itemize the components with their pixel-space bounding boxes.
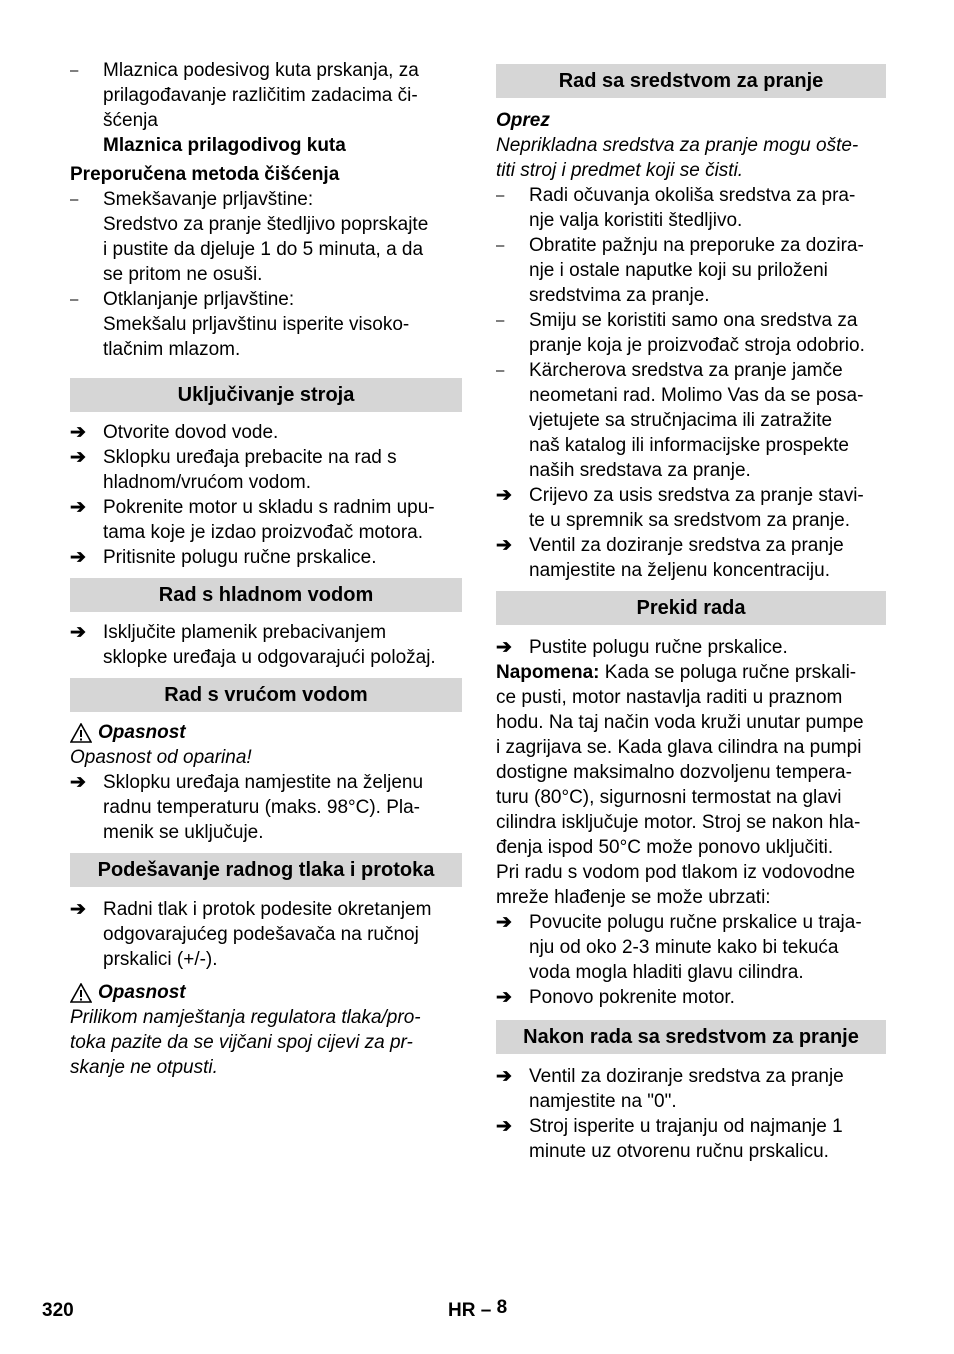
dash-marker: –: [70, 291, 79, 308]
page-number: 320: [42, 1300, 74, 1321]
method-heading: Preporučena metoda čišćenja: [70, 164, 340, 185]
arrow-icon: ➔: [496, 1066, 512, 1087]
list-item: – Otklanjanje prljavštine: Smekšalu prljavštinu isperite visoko- tlačnim mlazom.: [70, 289, 410, 360]
caution-title: Oprez: [496, 110, 550, 131]
arrow-icon: ➔: [496, 912, 512, 933]
arrow-icon: ➔: [496, 485, 512, 506]
list-item: ➔ Pokrenite motor u skladu s radnim upu- tama koje je izdao proizvođač motora.: [70, 497, 435, 543]
warning-text: Opasnost od oparina!: [70, 747, 252, 768]
arrow-icon: ➔: [70, 899, 86, 920]
list-item: – Radi očuvanja okoliša sredstva za pra- nje valja koristiti štedljivo.: [496, 185, 856, 231]
dash-marker: –: [70, 191, 79, 208]
arrow-icon: ➔: [70, 622, 86, 643]
page-footer-label: HR – 8: [448, 1297, 508, 1321]
section-heading-detergent: Rad sa sredstvom za pranje: [496, 64, 886, 98]
left-column: [70, 58, 462, 1080]
note-label: Napomena:: [496, 662, 600, 683]
warning-triangle-icon: [70, 723, 92, 743]
arrow-icon: ➔: [70, 547, 86, 568]
dash-marker: –: [70, 62, 79, 79]
list-item: ➔ Stroj isperite u trajanju od najmanje 1 minute uz otvorenu ručnu prskalicu.: [496, 1116, 843, 1162]
warning-triangle-icon: [70, 983, 92, 1003]
arrow-icon: ➔: [496, 535, 512, 556]
section-heading-interrupt: Prekid rada: [496, 591, 886, 625]
list-item: – Obratite pažnju na preporuke za dozira- nje i ostale naputke koji su priloženi sredstvima za pranje.: [496, 235, 864, 306]
arrow-icon: ➔: [496, 987, 512, 1008]
section-heading-startup: Uključivanje stroja: [70, 378, 462, 412]
note-paragraph: Napomena: Kada se poluga ručne prskali- ce pusti, motor nastavlja raditi u praznom hodu. Na taj način voda kruži unutar pumpe i zagrijava se. Kada glava cilindra na pumpi dostigne maksimalno dozvoljenu tempera- turu (80°C), sigurnosni termostat na glavi cilindra isključuje motor. Stroj se nakon hla- đenja ispod 50°C može ponovo uključiti. Pri radu s vodom pod tlakom iz vodovodne mreže hlađenje se može ubrzati:: [496, 662, 864, 908]
list-item: – Kärcherova sredstva za pranje jamče neometani rad. Molimo Vas da se posa- vjetujete sa stručnjacima ili zatražite naš katalog ili informacijske prospekte naših sredstava za pranje.: [496, 360, 864, 481]
arrow-icon: ➔: [496, 637, 512, 658]
list-item: ➔ Pustite polugu ručne prskalice.: [496, 637, 788, 658]
section-heading-after: Nakon rada sa sredstvom za pranje: [496, 1020, 886, 1054]
list-item: ➔ Radni tlak i protok podesite okretanjem odgovarajućeg podešavača na ručnoj prskalici (+/-).: [70, 899, 432, 970]
arrow-icon: ➔: [70, 422, 86, 443]
list-item: ➔ Sklopku uređaja prebacite na rad s hladnom/vrućom vodom.: [70, 447, 397, 493]
arrow-icon: ➔: [70, 447, 86, 468]
list-item: ➔ Pritisnite polugu ručne prskalice.: [70, 547, 377, 568]
section-heading-hot: Rad s vrućom vodom: [70, 678, 462, 712]
arrow-icon: ➔: [496, 1116, 512, 1137]
list-item: ➔ Sklopku uređaja namjestite na željenu radnu temperaturu (maks. 98°C). Pla- menik se uključuje.: [70, 772, 424, 843]
right-column: [496, 64, 886, 1164]
warning-title: Opasnost: [70, 980, 462, 1005]
warning-title: Opasnost: [70, 720, 462, 745]
caution-text: Neprikladna sredstva za pranje mogu ošte- titi stroj i predmet koji se čisti.: [496, 135, 859, 181]
list-item: ➔ Ventil za doziranje sredstva za pranje namjestite na "0".: [496, 1066, 844, 1112]
warning-text: Prilikom namještanja regulatora tlaka/pro- toka pazite da se vijčani spoj cijevi za pr- skanje ne otpusti.: [70, 1007, 421, 1078]
list-item: – Mlaznica podesivog kuta prskanja, za prilagođavanje različitim zadacima či- šćenja Mlaznica prilagodivog kuta: [70, 58, 462, 158]
arrow-icon: ➔: [70, 772, 86, 793]
nozzle-label: Mlaznica prilagodivog kuta: [103, 135, 346, 156]
list-item: ➔ Crijevo za usis sredstva za pranje stavi- te u spremnik sa sredstvom za pranje.: [496, 485, 864, 531]
list-item: ➔ Isključite plamenik prebacivanjem sklopke uređaja u odgovarajući položaj.: [70, 622, 436, 668]
list-item: ➔ Ponovo pokrenite motor.: [496, 987, 735, 1008]
dash-marker: –: [496, 187, 505, 204]
list-item: – Smiju se koristiti samo ona sredstva za pranje koja je proizvođač stroja odobrio.: [496, 310, 865, 356]
list-item: ➔ Otvorite dovod vode.: [70, 422, 279, 443]
section-heading-pressure: Podešavanje radnog tlaka i protoka: [70, 853, 462, 887]
section-heading-cold: Rad s hladnom vodom: [70, 578, 462, 612]
arrow-icon: ➔: [70, 497, 86, 518]
dash-marker: –: [496, 362, 505, 379]
list-item: ➔ Povucite polugu ručne prskalice u traja- nju od oko 2-3 minute kako bi tekuća voda mogla hladiti glavu cilindra.: [496, 912, 862, 983]
list-item: ➔ Ventil za doziranje sredstva za pranje namjestite na željenu koncentraciju.: [496, 535, 844, 581]
dash-marker: –: [496, 312, 505, 329]
dash-marker: –: [496, 237, 505, 254]
list-item: – Smekšavanje prljavštine: Sredstvo za pranje štedljivo poprskajte i pustite da djeluje 1 do 5 minuta, a da se pritom ne osuši.: [70, 189, 429, 285]
